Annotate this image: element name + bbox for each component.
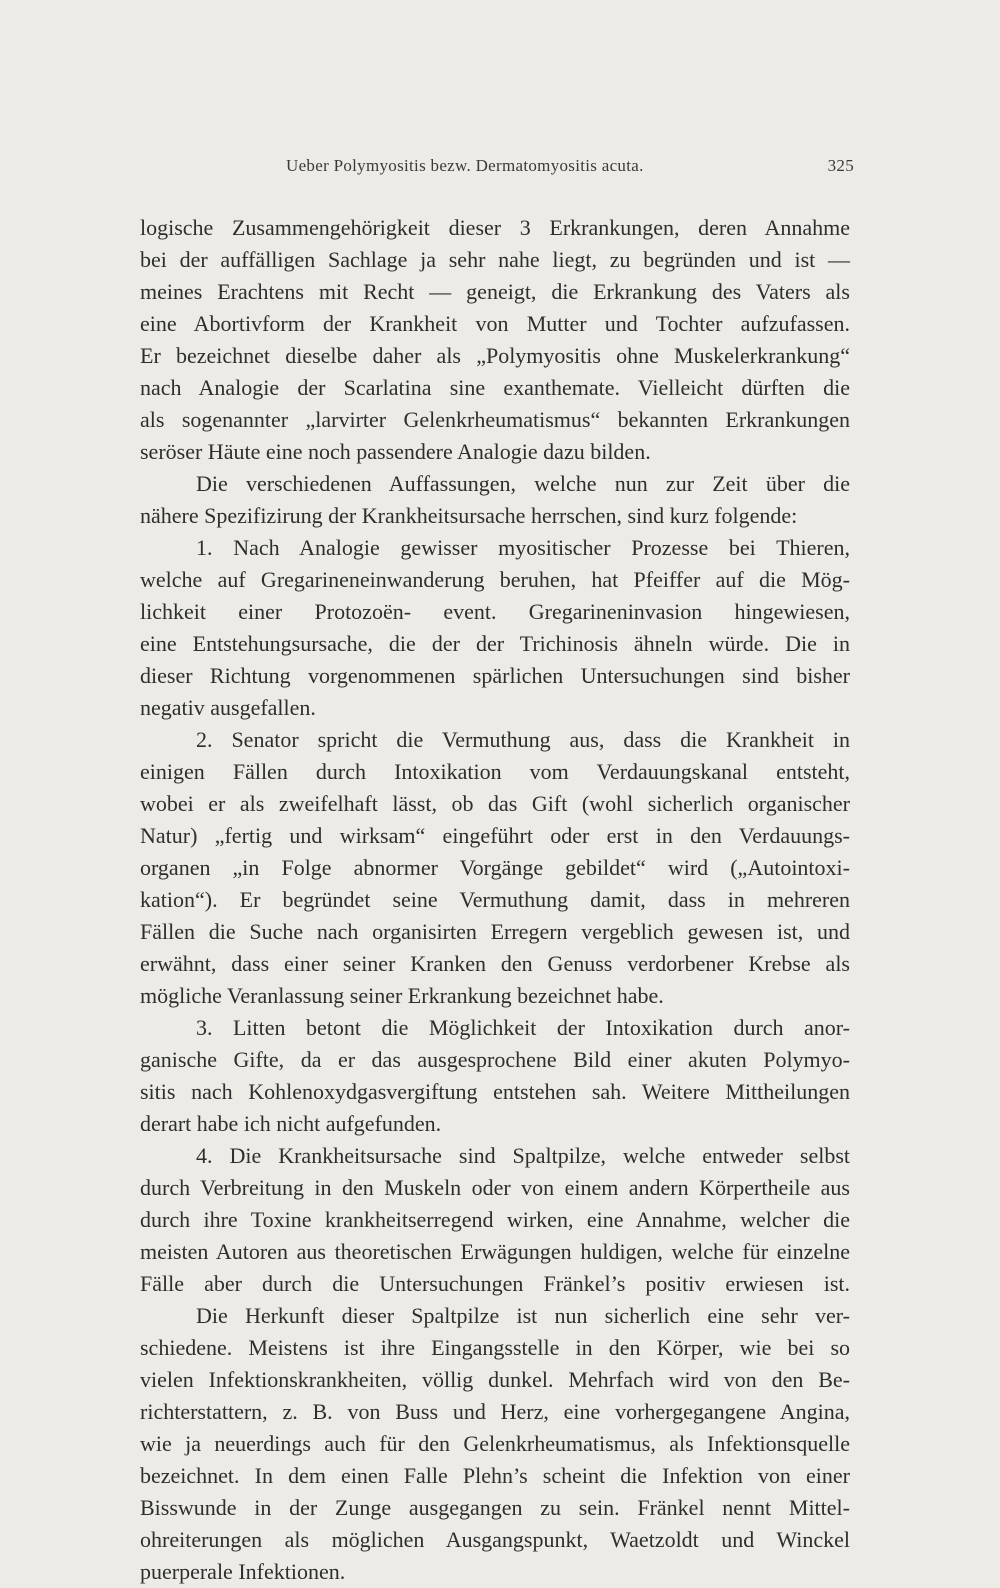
running-header [286,156,854,182]
text-line: Die Herkunft dieser Spaltpilze ist nun sicherlich eine sehr ver- [196,1303,850,1328]
text-line: Die verschiedenen Auffassungen, welche nun zur Zeit über die [196,471,850,496]
text-line: durch Verbreitung in den Muskeln oder von einem andern Körpertheile aus [140,1175,850,1200]
text-line: richterstattern, z. B. von Buss und Herz, eine vorhergegangene Angina, [140,1399,850,1424]
text-line: ganische Gifte, da er das ausgesprochene Bild einer akuten Polymyo- [140,1047,850,1072]
text-line: erwähnt, dass einer seiner Kranken den Genuss verdorbener Krebse als [140,951,850,976]
text-line: seröser Häute eine noch passendere Analogie dazu bilden. [140,439,651,464]
text-line: bezeichnet. In dem einen Falle Plehn’s scheint die Infektion von einer [140,1463,850,1488]
body-text [140,212,850,1588]
text-line: organen „in Folge abnormer Vorgänge gebildet“ wird („Autointoxi- [140,855,850,880]
text-line: Fällen die Suche nach organisirten Erregern vergeblich gewesen ist, und [140,919,850,944]
text-line: wobei er als zweifelhaft lässt, ob das Gift (wohl sicherlich organischer [140,791,850,816]
text-line: eine Entstehungsursache, die der der Trichinosis ähneln würde. Die in [140,631,850,656]
text-line: 3. Litten betont die Möglichkeit der Intoxikation durch anor- [196,1015,850,1040]
text-line: einigen Fällen durch Intoxikation vom Verdauungskanal entsteht, [140,759,850,784]
page-number: 325 [827,156,854,175]
text-line: meines Erachtens mit Recht — geneigt, die Erkrankung des Vaters als [140,279,850,304]
text-line: Fälle aber durch die Untersuchungen Fränkel’s positiv erwiesen ist. [140,1271,850,1296]
running-title: Ueber Polymyositis bezw. Dermatomyositis acuta. [286,156,644,175]
text-line: 1. Nach Analogie gewisser myositischer Prozesse bei Thieren, [196,535,850,560]
text-line: sitis nach Kohlenoxydgasvergiftung entstehen sah. Weitere Mittheilungen [140,1079,850,1104]
text-line: derart habe ich nicht aufgefunden. [140,1111,442,1136]
text-line: dieser Richtung vorgenommenen spärlichen Untersuchungen sind bisher [140,663,850,688]
text-line: Natur) „fertig und wirksam“ eingeführt oder erst in den Verdauungs- [140,823,850,848]
text-line: Bisswunde in der Zunge ausgegangen zu sein. Fränkel nennt Mittel- [140,1495,850,1520]
text-line: welche auf Gregarineneinwanderung beruhen, hat Pfeiffer auf die Mög- [140,567,850,592]
text-line: logische Zusammengehörigkeit dieser 3 Erkrankungen, deren Annahme [140,215,850,240]
text-line: lichkeit einer Protozoën- event. Gregarineninvasion hingewiesen, [140,599,850,624]
text-line: 4. Die Krankheitsursache sind Spaltpilze, welche entweder selbst [196,1143,850,1168]
text-line: als sogenannter „larvirter Gelenkrheumatismus“ bekannten Erkrankungen [140,407,850,432]
text-line: meisten Autoren aus theoretischen Erwägungen huldigen, welche für einzelne [140,1239,850,1264]
text-line: wie ja neuerdings auch für den Gelenkrheumatismus, als Infektionsquelle [140,1431,850,1456]
text-line: eine Abortivform der Krankheit von Mutter und Tochter aufzufassen. [140,311,850,336]
text-line: kation“). Er begründet seine Vermuthung damit, dass in mehreren [140,887,850,912]
text-line: durch ihre Toxine krankheitserregend wirken, eine Annahme, welcher die [140,1207,850,1232]
text-line: negativ ausgefallen. [140,695,316,720]
text-line: schiedene. Meistens ist ihre Eingangsstelle in den Körper, wie bei so [140,1335,850,1360]
text-line: mögliche Veranlassung seiner Erkrankung bezeichnet habe. [140,983,664,1008]
text-line: vielen Infektionskrankheiten, völlig dunkel. Mehrfach wird von den Be- [140,1367,850,1392]
text-line: ohreiterungen als möglichen Ausgangspunkt, Waetzoldt und Winckel [140,1527,850,1552]
text-line: bei der auffälligen Sachlage ja sehr nahe liegt, zu begründen und ist — [140,247,850,272]
text-line: nach Analogie der Scarlatina sine exanthemate. Vielleicht dürften die [140,375,850,400]
text-line: nähere Spezifizirung der Krankheitsursache herrschen, sind kurz folgende: [140,503,798,528]
text-line: Er bezeichnet dieselbe daher als „Polymyositis ohne Muskelerkrankung“ [140,343,850,368]
text-line: puerperale Infektionen. [140,1559,346,1584]
text-line: 2. Senator spricht die Vermuthung aus, dass die Krankheit in [196,727,850,752]
